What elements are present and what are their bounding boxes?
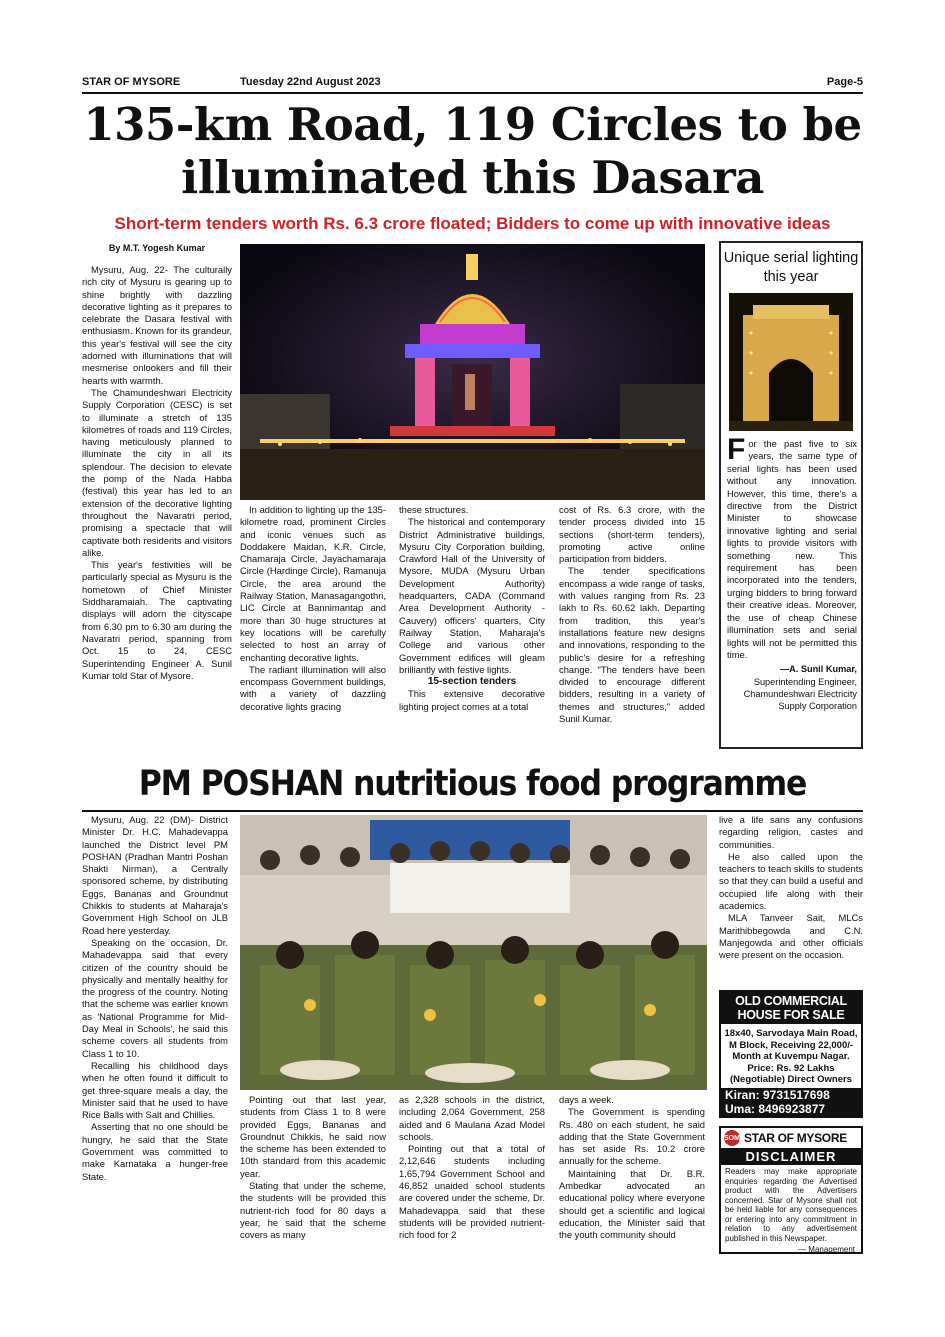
subheading: 15-section tenders xyxy=(427,676,517,688)
paragraph: He also called upon the teachers to teach skills to students so that they can build a useful and occupied life along with their academics. xyxy=(719,850,863,912)
disclaimer-text: Readers may make appropriate enquiries regarding the Advertised product with the Advertisers concerned. Star of Mysore shall not be held liable for any consequences or entering into any commitment in relation to any advertisement published in this Newspaper. xyxy=(725,1167,857,1243)
paper-name: STAR OF MYSORE xyxy=(82,76,181,88)
ad-header: OLD COMMERCIAL HOUSE FOR SALE xyxy=(721,992,861,1024)
paragraph: In addition to lighting up the 135-kilometre road, prominent Circles and iconic venues such as Doddakere Maidan, K.R. Circle, Chamaraja Circle, Jayachamaraja Circle (Hardinge Circle), Ramanuja Circle, the area around the Railway Station, Manasagangothri, LIC Circle at Bannimantap and more than 30 huge structures at key locations will be carefully selected to host an array of enchanting decorative lights. xyxy=(240,504,386,663)
paragraph: The tender specifications encompass a wide range of tasks, with values ranging from Rs. 23 lakh to Rs. 60.62 lakh. Departing from tradition, this year's installations feature new designs and innovations, responding to the public's desire for a refreshing change. "The tenders have been divided to encourage different bidders, resulting in a variety of themes and structures," added Sunil Kumar. xyxy=(559,565,705,725)
paragraph: Pointing out that last year, students from Class 1 to 8 were provided Eggs, Bananas and Groundnut Chikkis, he said now the scheme has been extended to 10th standard from this academic year. xyxy=(240,1094,386,1179)
ad-phone-1: Kiran: 9731517698 xyxy=(721,1088,861,1102)
star-of-mysore-logo-icon: SOM xyxy=(724,1130,740,1146)
paragraph: Mysuru, Aug. 22- The culturally rich city of Mysuru is gearing up to shine brightly with dazzling decorative lighting as it prepares to celebrate the Dasara festival with enthusiasm. Known for its grandeur, this year's festival will see the city adorned with illuminations that will mesmerise onlookers and fill their hearts with warmth. xyxy=(82,264,232,386)
paragraph: Mysuru, Aug. 22 (DM)- District Minister Dr. H.C. Mahadevappa launched the District level PM POSHAN (Pradhan Mantri Poshan Shakti Nirman), a Centrally sponsored scheme, by distributing Eggs, Bananas and Groundnut Chikkis to students at Maharaja's Government High School on JLB Road here yesterday. xyxy=(82,814,228,936)
byline: By M.T. Yogesh Kumar xyxy=(108,243,206,253)
paragraph: Asserting that no one should be hungry, he said that the State Government was committed to make Karnataka a hunger-free State. xyxy=(82,1121,228,1182)
story1-headline xyxy=(82,98,863,204)
story1-deck: Short-term tenders worth Rs. 6.3 crore floated; Bidders to come up with innovative ideas xyxy=(114,214,831,233)
paragraph: as 2,328 schools in the district, including 2,064 Government, 258 aided and 6 Maulana Azad Model schools. xyxy=(399,1094,545,1142)
drop-cap: F xyxy=(727,433,746,466)
paragraph: The Government is spending Rs. 480 on each student, he said adding that the State Government has set aside Rs. 10.2 crore annually for the scheme. xyxy=(559,1106,705,1167)
paragraph: days a week. xyxy=(559,1094,614,1105)
story2-column-1 xyxy=(82,814,228,1183)
issue-date: Tuesday 22nd August 2023 xyxy=(240,76,381,88)
story2-headline: PM POSHAN nutritious food programme xyxy=(138,764,807,804)
sidebar-body xyxy=(727,433,857,712)
story1-column-2 xyxy=(240,504,386,713)
paragraph: Maintaining that Dr. B.R. Ambedkar advocated an educational policy where everyone should get a scientific and logical education, the Minister said that the youth community should xyxy=(559,1167,705,1241)
paragraph: Speaking on the occasion, Dr. Mahadevappa said that every citizen of the country should be physically and mentally healthy for the progress of the country. Noting that the scheme was earlier known as 'National Programme for Mid-Day Meal in Schools', he said this scheme covers all students from Class 1 to 10. xyxy=(82,936,228,1059)
pm-poshan-event-photo xyxy=(240,815,707,1090)
disclaimer-box xyxy=(719,1126,863,1254)
sidebar-title: Unique serial lighting this year xyxy=(723,250,859,285)
story2-column-2 xyxy=(240,1094,386,1242)
paragraph: live a life sans any confusions regarding religion, castes and communities. xyxy=(719,814,863,850)
story2-column-3 xyxy=(399,1094,545,1242)
story2-column-4 xyxy=(559,1094,705,1242)
dasara-illumination-photo xyxy=(240,244,705,500)
paragraph: The Chamundeshwari Electricity Supply Corporation (CESC) is set to illuminate a stretch of 135 kilometres of roads and 119 Circles, having meticulously planned to illuminate the city in all its splendour. The decision to elevate the pomp of the Nada Habba (festival) this year has led to an extension of the decorative lighting throughout the Navaratri period, promising a spectacle that will captivate both residents and visitors alike. xyxy=(82,386,232,558)
paragraph: Stating that under the scheme, the students will be provided this nutrient-rich food for 80 days a year, he said that the scheme covers as many xyxy=(240,1180,386,1241)
headline-line-2: illuminated this Dasara xyxy=(181,151,764,204)
paragraph: these structures. xyxy=(399,504,469,515)
headline-line-1: 135-km Road, 119 Circles to be xyxy=(83,98,862,151)
story2-rule xyxy=(82,810,863,812)
lit-arch-photo xyxy=(729,293,853,431)
paragraph: This year's festivities will be particularly special as Mysuru is the hometown of Chief Minister Siddharamaiah. The captivating displays will adorn the cityscape from 6.30 pm to 6.30 am during the Navaratri period, spanning from Oct. 15 to 24, CESC Superintending Engineer A. Sunil Kumar told Star of Mysore. xyxy=(82,559,232,681)
sidebar-text: or the past five to six years, the same type of serial lights has been used without any innovation. However, this time, there's a directive from the District Minister to showcase innovative lighting and serial lights to provide visitors with something new. This requirement has been incorporated into the tenders, urging bidders to bring forward their creative ideas. Moreover, the use of cheap Chinese illumination sets and serial lights will not be permitted this time. xyxy=(727,438,857,660)
page-number: Page-5 xyxy=(826,76,863,88)
sidebar-signature xyxy=(727,663,857,712)
story1-column-3 xyxy=(399,504,545,713)
ad-phone-2: Uma: 8496923877 xyxy=(721,1102,861,1116)
disclaimer-brand-row xyxy=(721,1128,861,1149)
signature-title-1: Superintending Engineer, xyxy=(753,676,857,687)
disclaimer-title: DISCLAIMER xyxy=(721,1149,861,1165)
signature-name: —A. Sunil Kumar, xyxy=(779,664,857,675)
disclaimer-sign: — Management xyxy=(798,1245,855,1254)
disclaimer-brand: STAR OF MYSORE xyxy=(744,1131,847,1145)
paragraph: The radiant illumination will also encompass Government buildings, with a variety of dazzling decorative lights gracing xyxy=(240,663,386,712)
paragraph: This extensive decorative lighting project comes at a total xyxy=(399,688,545,712)
serial-lighting-sidebar xyxy=(719,241,863,749)
signature-title-2: Chamundeshwari Electricity Supply Corporation xyxy=(743,688,857,711)
masthead xyxy=(82,76,863,92)
paragraph: The historical and contemporary District Administrative buildings, Mysuru City Corporation building, Crawford Hall of the University of Mysore, MUDA (Mysuru Urban Development Authority) headquarters, CADA (Command Area Development Authority - Cauvery) officers' quarters, City Railway Station, Maharaja's College and various other Government edifices will gleam brilliantly with festive lights. xyxy=(399,516,545,675)
masthead-rule xyxy=(82,92,863,94)
paragraph: MLA Tanveer Sait, MLCs Marithibbegowda and C.N. Manjegowda and other officials were present on the occasion. xyxy=(719,912,863,961)
story1-column-4 xyxy=(559,504,705,725)
house-for-sale-ad xyxy=(719,990,863,1118)
paragraph: cost of Rs. 6.3 crore, with the tender process divided into 15 sections (short-term tenders), promoting active online participation from bidders. xyxy=(559,504,705,565)
story1-column-1 xyxy=(82,264,232,682)
ad-text: 18x40, Sarvodaya Main Road, M Block, Receiving 22,000/- Month at Kuvempu Nagar. Price: Rs. 92 Lakhs (Negotiable) Direct Owners xyxy=(724,1028,858,1085)
paragraph: Pointing out that a total of 2,12,646 students including 1,65,794 Government School and 46,852 unaided school students are covered under the scheme, Dr. Mahadevappa said that these students will be provided nutrient-rich food for 2 xyxy=(399,1143,545,1241)
story2-column-5 xyxy=(719,814,863,962)
paragraph: Recalling his childhood days when he often found it difficult to get three-square meals a day, the Minister said that he used to have Rice Balls with Salt and Chillies. xyxy=(82,1059,228,1121)
